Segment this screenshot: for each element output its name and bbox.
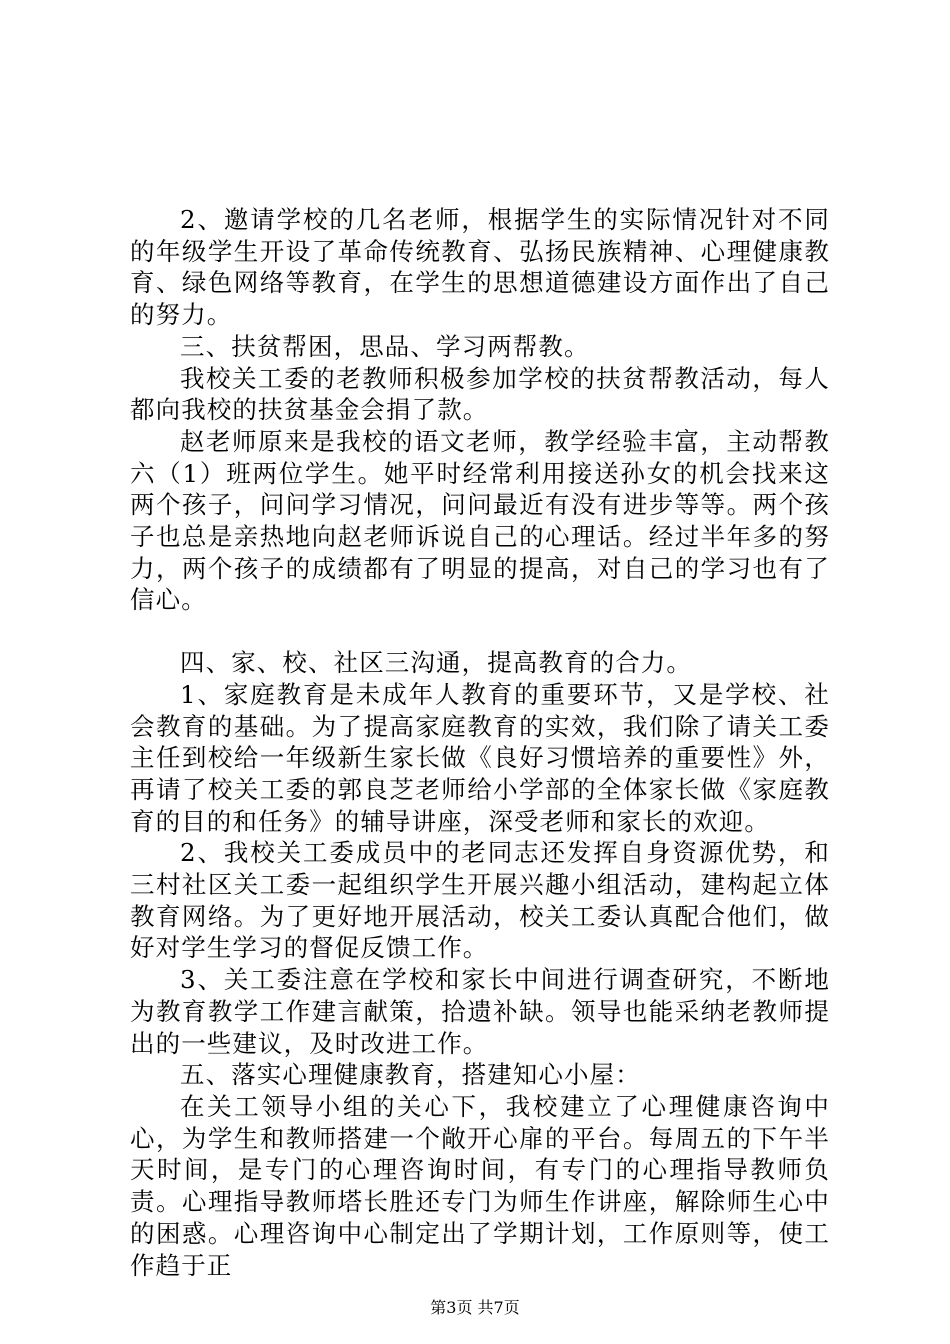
heading-mental-health: 五、落实心理健康教育，搭建知心小屋： bbox=[180, 1060, 641, 1090]
page-number-footer: 第3页 共7页 bbox=[430, 1298, 520, 1317]
heading-poverty-assistance: 三、扶贫帮困，思品、学习两帮教。 bbox=[180, 331, 590, 361]
paragraph-research-suggestions: 3、关工委注意在学校和家长中间进行调查研究，不断地为教育教学工作建言献策，拾遗补缺。领导也能采纳老教师提出的一些建议，及时改进工作。 bbox=[130, 965, 830, 1058]
paragraph-family-education: 1、家庭教育是未成年人教育的重要环节，又是学校、社会教育的基础。为了提高家庭教育的实效，我们除了请关工委主任到校给一年级新生家长做《良好习惯培养的重要性》外，再请了校关工委的郭良芝老师给小学部的全体家长做《家庭教育的目的和任务》的辅导讲座，深受老师和家长的欢迎。 bbox=[130, 679, 830, 836]
heading-three-way-communication: 四、家、校、社区三沟通，提高教育的合力。 bbox=[180, 648, 692, 678]
paragraph-teacher-zhao: 赵老师原来是我校的语文老师，教学经验丰富，主动帮教六（1）班两位学生。她平时经常利用接送孙女的机会找来这两个孩子，问问学习情况，问问最近有没有进步等等。两个孩子也总是亲热地向赵老师诉说自己的心理话。经过半年多的努力，两个孩子的成绩都有了明显的提高，对自己的学习也有了信心。 bbox=[130, 426, 830, 615]
paragraph-invite-teachers: 2、邀请学校的几名老师，根据学生的实际情况针对不同的年级学生开设了革命传统教育、弘扬民族精神、心理健康教育、绿色网络等教育，在学生的思想道德建设方面作出了自己的努力。 bbox=[130, 205, 830, 330]
document-body bbox=[130, 204, 830, 1281]
paragraph-counseling-center: 在关工领导小组的关心下，我校建立了心理健康咨询中心，为学生和教师搭建一个敞开心扉的平台。每周五的下午半天时间，是专门的心理咨询时间，有专门的心理指导教师负责。心理指导教师塔长胜还专门为师生作讲座，解除师生心中的困惑。心理咨询中心制定出了学期计划，工作原则等，使工作趋于正 bbox=[130, 1091, 830, 1280]
paragraph-donation: 我校关工委的老教师积极参加学校的扶贫帮教活动，每人都向我校的扶贫基金会捐了款。 bbox=[130, 363, 830, 425]
paragraph-community-cooperation: 2、我校关工委成员中的老同志还发挥自身资源优势，和三村社区关工委一起组织学生开展兴趣小组活动，建构起立体教育网络。为了更好地开展活动，校关工委认真配合他们，做好对学生学习的督促反馈工作。 bbox=[130, 838, 830, 963]
